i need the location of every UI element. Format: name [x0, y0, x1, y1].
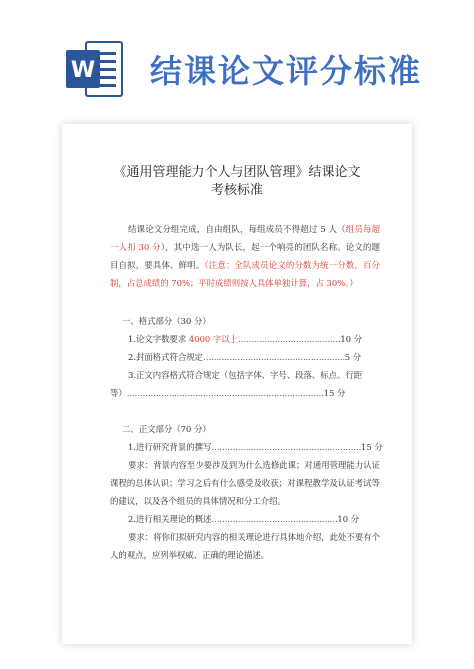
criterion-cover-label: 2.封面格式符合规定 [128, 352, 203, 362]
criterion-background [128, 438, 398, 456]
section-body-heading: 二、正文部分（70 分） [122, 424, 211, 434]
leader-dots: ………………………………… [238, 334, 341, 344]
word-icon [64, 38, 124, 100]
leader-dots: ………………………………………… [211, 514, 338, 524]
criterion-body-format-label: 等） [110, 388, 127, 398]
criterion-score: 10 分 [340, 334, 363, 344]
leader-dots: ……………………………………………… [203, 352, 345, 362]
criterion-score: 10 分 [337, 514, 360, 524]
intro-note: （注意：全队成员论文的分数为统一分数，百分制，占总成绩的 70%；平时成绩则按人具体单独计算，占 30%。） [110, 260, 380, 288]
criterion-word-count-label: 1.论文字数要求 [128, 334, 189, 344]
leader-dots: ………………………………………………… [211, 442, 361, 452]
criterion-body-format: 3.正文内容格式符合规定（包括字体、字号、段落、标点、行距 [128, 370, 363, 380]
criterion-score: 5 分 [344, 352, 362, 362]
criterion-word-count [128, 330, 398, 348]
criterion-score: 15 分 [361, 442, 383, 452]
section-format-heading: 一、格式部分（30 分） [122, 316, 211, 326]
intro-text-a: 结课论文分组完成，自由组队，每组成员不得超过 5 人（ [128, 224, 346, 234]
criterion-background-label: 1.进行研究背景的撰写 [128, 442, 212, 452]
intro-text-c: ），其中选一人为队长，起一个响亮的团队名称。论文的题目自拟，要具体、鲜明。 [110, 242, 380, 270]
document-title-line-1: 《通用管理能力个人与团队管理》结课论文 [113, 165, 361, 180]
word-icon-letter: W [70, 58, 96, 83]
criterion-word-count-requirement: 4000 字以上 [188, 334, 239, 344]
theory-requirement: 要求：将你们拟研究内容的相关理论进行具体地介绍，此处不要有个人的观点，应列举权威、正确的理论描述。 [110, 532, 380, 560]
criterion-theory [128, 510, 398, 528]
document-title-line-2: 考核标准 [210, 183, 263, 198]
criterion-score: 15 分 [323, 388, 346, 398]
intro-paragraph [110, 220, 380, 292]
leader-dots: ………………………………………………………………… [126, 388, 324, 398]
document-page [62, 124, 412, 644]
banner [0, 0, 474, 110]
criterion-cover [128, 348, 398, 366]
intro-penalty: 组员每超一人扣 30 分 [110, 224, 381, 252]
criterion-body-format-cont [110, 384, 380, 402]
background-requirement: 要求：背景内容至少要涉及到为什么选修此课；对通用管理能力认证课程的总体认识；学习之后有什么感受及收获；对课程教学及认证考试等的建议，以及各个组员的具体情况和分工介绍。 [110, 460, 380, 506]
banner-title: 结课论文评分标准 [150, 52, 423, 90]
criterion-theory-label: 2.进行相关理论的概述 [128, 514, 212, 524]
